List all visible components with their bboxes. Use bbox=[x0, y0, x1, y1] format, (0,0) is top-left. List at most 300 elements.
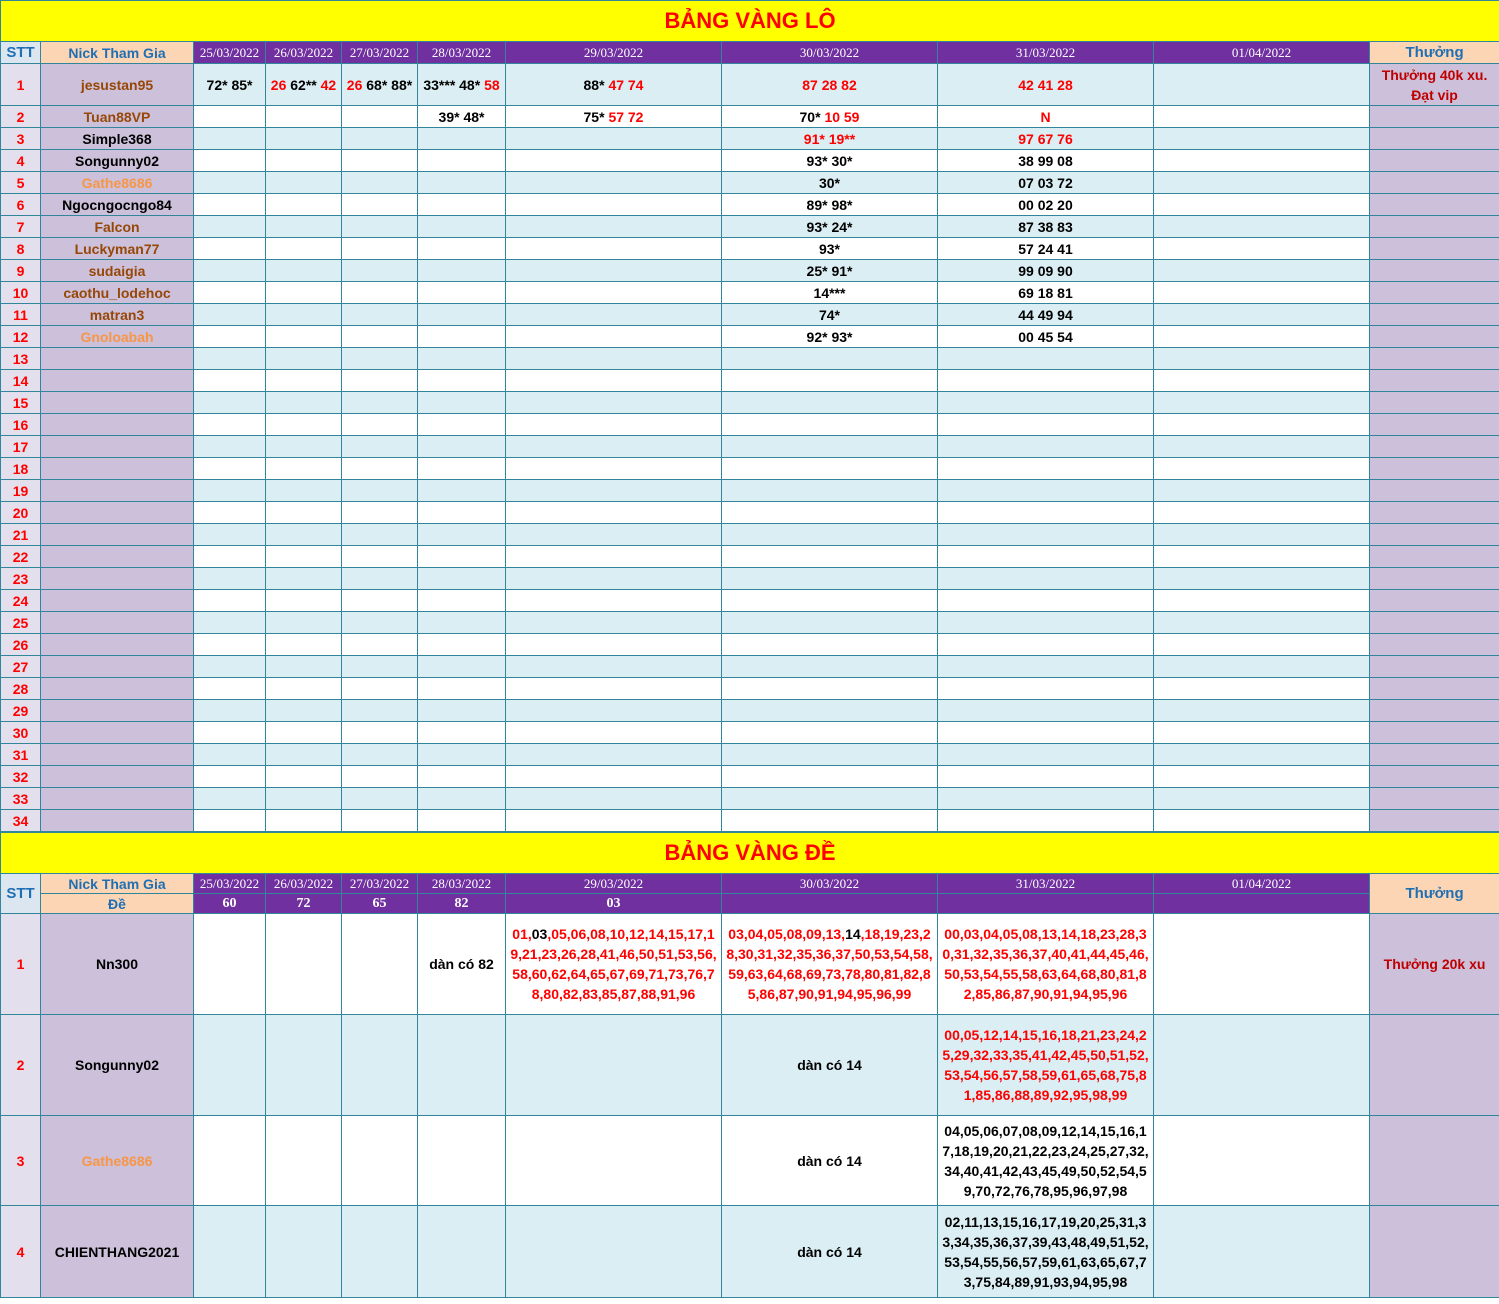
reward-cell bbox=[1370, 458, 1499, 480]
pick-cell bbox=[266, 1206, 342, 1298]
pick-cell bbox=[722, 414, 938, 436]
cell-text: 01, bbox=[512, 926, 532, 942]
cell-text: 00,05,12,14,15,16,18,21,23,24,25,29,32,33,35,41,42,45,50,51,52,53,54,56,57,58,59,61,65,68,75,81,85,86,88,89,92,95,98,99 bbox=[942, 1027, 1149, 1103]
pick-cell bbox=[506, 914, 722, 1015]
reward-cell bbox=[1370, 128, 1499, 150]
pick-cell bbox=[506, 722, 722, 744]
nick-header: Nick Tham Gia bbox=[41, 42, 194, 64]
pick-cell bbox=[418, 678, 506, 700]
pick-cell bbox=[266, 370, 342, 392]
pick-cell bbox=[722, 480, 938, 502]
cell-text: 33*** 48* bbox=[423, 76, 485, 93]
reward-cell bbox=[1370, 370, 1499, 392]
pick-cell bbox=[722, 326, 938, 348]
row-number: 33 bbox=[1, 788, 41, 810]
pick-cell bbox=[418, 568, 506, 590]
pick-cell bbox=[722, 502, 938, 524]
pick-cell bbox=[1154, 348, 1370, 370]
pick-cell bbox=[506, 524, 722, 546]
pick-cell bbox=[342, 260, 418, 282]
pick-cell bbox=[722, 436, 938, 458]
nick-name: Gnoloabah bbox=[41, 326, 194, 348]
row-number: 24 bbox=[1, 590, 41, 612]
table-row bbox=[1, 744, 1499, 766]
reward-cell bbox=[1370, 1015, 1499, 1116]
reward-cell bbox=[1370, 194, 1499, 216]
nick-name bbox=[41, 656, 194, 678]
pick-cell bbox=[722, 810, 938, 832]
pick-cell bbox=[1154, 788, 1370, 810]
reward-cell bbox=[1370, 216, 1499, 238]
row-number: 29 bbox=[1, 700, 41, 722]
cell-text: dàn có 82 bbox=[429, 956, 494, 972]
pick-cell bbox=[342, 128, 418, 150]
pick-cell bbox=[938, 414, 1154, 436]
pick-cell bbox=[938, 524, 1154, 546]
pick-cell bbox=[194, 810, 266, 832]
pick-cell bbox=[342, 656, 418, 678]
pick-cell bbox=[1154, 766, 1370, 788]
nick-name: Luckyman77 bbox=[41, 238, 194, 260]
pick-cell bbox=[342, 480, 418, 502]
de-title: BẢNG VÀNG ĐỀ bbox=[1, 833, 1499, 874]
date-header: 25/03/2022 bbox=[194, 42, 266, 64]
pick-cell bbox=[266, 634, 342, 656]
nick-name: Songunny02 bbox=[41, 1015, 194, 1116]
reward-cell bbox=[1370, 788, 1499, 810]
cell-text: 42 bbox=[320, 76, 337, 93]
pick-cell bbox=[506, 810, 722, 832]
pick-cell bbox=[342, 304, 418, 326]
pick-cell bbox=[506, 414, 722, 436]
pick-cell bbox=[418, 282, 506, 304]
pick-cell bbox=[722, 64, 938, 106]
cell-text: 93* bbox=[818, 240, 841, 257]
cell-text: 69 18 81 bbox=[1018, 284, 1073, 301]
pick-cell bbox=[938, 458, 1154, 480]
pick-cell bbox=[722, 1015, 938, 1116]
pick-cell bbox=[342, 914, 418, 1015]
cell-text: 93* 30* bbox=[806, 152, 853, 169]
date-header: 28/03/2022 bbox=[418, 42, 506, 64]
pick-cell bbox=[342, 788, 418, 810]
pick-cell bbox=[506, 700, 722, 722]
nick-name: Songunny02 bbox=[41, 150, 194, 172]
stt-header: STT bbox=[1, 42, 41, 64]
pick-cell bbox=[506, 568, 722, 590]
pick-cell bbox=[342, 194, 418, 216]
reward-cell bbox=[1370, 766, 1499, 788]
table-row bbox=[1, 172, 1499, 194]
pick-cell bbox=[342, 392, 418, 414]
pick-cell bbox=[342, 590, 418, 612]
pick-cell bbox=[194, 370, 266, 392]
table-row bbox=[1, 1015, 1499, 1116]
pick-cell bbox=[1154, 216, 1370, 238]
nick-name bbox=[41, 678, 194, 700]
pick-cell bbox=[418, 106, 506, 128]
nick-name bbox=[41, 348, 194, 370]
nick-name: Simple368 bbox=[41, 128, 194, 150]
pick-cell bbox=[1154, 128, 1370, 150]
row-number: 6 bbox=[1, 194, 41, 216]
table-row bbox=[1, 106, 1499, 128]
pick-cell bbox=[506, 348, 722, 370]
pick-cell bbox=[194, 194, 266, 216]
pick-cell bbox=[1154, 326, 1370, 348]
pick-cell bbox=[266, 502, 342, 524]
pick-cell bbox=[722, 348, 938, 370]
pick-cell bbox=[418, 414, 506, 436]
nick-name: Tuan88VP bbox=[41, 106, 194, 128]
cell-text: 62** bbox=[286, 76, 321, 93]
pick-cell bbox=[266, 810, 342, 832]
pick-cell bbox=[266, 612, 342, 634]
table-row bbox=[1, 326, 1499, 348]
cell-text: 14*** bbox=[813, 284, 846, 301]
lo-title: BẢNG VÀNG LÔ bbox=[1, 1, 1499, 42]
reward-cell bbox=[1370, 612, 1499, 634]
table-row bbox=[1, 260, 1499, 282]
pick-cell bbox=[722, 106, 938, 128]
pick-cell bbox=[266, 524, 342, 546]
row-number: 3 bbox=[1, 128, 41, 150]
nick-name bbox=[41, 788, 194, 810]
pick-cell bbox=[722, 370, 938, 392]
table-row bbox=[1, 282, 1499, 304]
row-number: 12 bbox=[1, 326, 41, 348]
pick-cell bbox=[506, 656, 722, 678]
pick-cell bbox=[1154, 304, 1370, 326]
pick-cell bbox=[722, 678, 938, 700]
row-number: 7 bbox=[1, 216, 41, 238]
pick-cell bbox=[418, 788, 506, 810]
date-header: 29/03/2022 bbox=[506, 42, 722, 64]
cell-text: dàn có 14 bbox=[797, 1057, 862, 1073]
pick-cell bbox=[342, 436, 418, 458]
table-row bbox=[1, 612, 1499, 634]
pick-cell bbox=[722, 1116, 938, 1206]
de-result bbox=[722, 894, 938, 914]
date-header: 30/03/2022 bbox=[722, 874, 938, 894]
pick-cell bbox=[266, 282, 342, 304]
row-number: 18 bbox=[1, 458, 41, 480]
pick-cell bbox=[266, 914, 342, 1015]
pick-cell bbox=[938, 722, 1154, 744]
reward-cell bbox=[1370, 260, 1499, 282]
table-row bbox=[1, 1116, 1499, 1206]
pick-cell bbox=[266, 436, 342, 458]
row-number: 20 bbox=[1, 502, 41, 524]
pick-cell bbox=[418, 238, 506, 260]
pick-cell bbox=[266, 150, 342, 172]
pick-cell bbox=[266, 722, 342, 744]
table-row bbox=[1, 128, 1499, 150]
date-header: 01/04/2022 bbox=[1154, 874, 1370, 894]
de-header-row bbox=[1, 874, 1499, 894]
cell-text: 57 72 bbox=[608, 108, 644, 125]
pick-cell bbox=[1154, 700, 1370, 722]
reward-cell: Thưởng 40k xu. Đạt vip bbox=[1370, 64, 1499, 106]
cell-text: 87 38 83 bbox=[1018, 218, 1073, 235]
cell-text: 75* bbox=[583, 108, 609, 125]
pick-cell bbox=[418, 480, 506, 502]
pick-cell bbox=[194, 304, 266, 326]
pick-cell bbox=[506, 64, 722, 106]
pick-cell bbox=[938, 216, 1154, 238]
pick-cell bbox=[722, 1206, 938, 1298]
pick-cell bbox=[418, 744, 506, 766]
table-row bbox=[1, 546, 1499, 568]
table-row bbox=[1, 524, 1499, 546]
pick-cell bbox=[194, 546, 266, 568]
reward-cell bbox=[1370, 502, 1499, 524]
pick-cell bbox=[506, 480, 722, 502]
table-row bbox=[1, 194, 1499, 216]
nick-name bbox=[41, 568, 194, 590]
cell-text: 14 bbox=[845, 926, 861, 942]
row-number: 31 bbox=[1, 744, 41, 766]
pick-cell bbox=[418, 590, 506, 612]
pick-cell bbox=[342, 744, 418, 766]
reward-cell bbox=[1370, 282, 1499, 304]
pick-cell bbox=[938, 238, 1154, 260]
table-row bbox=[1, 700, 1499, 722]
nick-name bbox=[41, 480, 194, 502]
row-number: 14 bbox=[1, 370, 41, 392]
cell-text: N bbox=[1040, 108, 1051, 125]
reward-cell bbox=[1370, 678, 1499, 700]
table-row bbox=[1, 392, 1499, 414]
table-row bbox=[1, 216, 1499, 238]
pick-cell bbox=[194, 392, 266, 414]
pick-cell bbox=[418, 1116, 506, 1206]
reward-cell bbox=[1370, 744, 1499, 766]
cell-text: 00 45 54 bbox=[1018, 328, 1073, 345]
pick-cell bbox=[266, 1116, 342, 1206]
cell-text: 92* 93* bbox=[806, 328, 853, 345]
pick-cell bbox=[418, 1206, 506, 1298]
nick-name bbox=[41, 810, 194, 832]
row-number: 25 bbox=[1, 612, 41, 634]
cell-text: 72* 85* bbox=[206, 76, 253, 93]
pick-cell bbox=[342, 172, 418, 194]
pick-cell bbox=[418, 150, 506, 172]
pick-cell bbox=[418, 766, 506, 788]
pick-cell bbox=[342, 238, 418, 260]
pick-cell bbox=[342, 612, 418, 634]
pick-cell bbox=[506, 436, 722, 458]
cell-text: 03,04,05,08,09,13, bbox=[728, 926, 846, 942]
pick-cell bbox=[342, 348, 418, 370]
pick-cell bbox=[938, 502, 1154, 524]
cell-text: 97 67 76 bbox=[1018, 130, 1073, 147]
table-row bbox=[1, 348, 1499, 370]
pick-cell bbox=[722, 914, 938, 1015]
pick-cell bbox=[506, 172, 722, 194]
date-header: 01/04/2022 bbox=[1154, 42, 1370, 64]
row-number: 30 bbox=[1, 722, 41, 744]
table-row bbox=[1, 766, 1499, 788]
nick-name: sudaigia bbox=[41, 260, 194, 282]
pick-cell bbox=[342, 458, 418, 480]
pick-cell bbox=[722, 392, 938, 414]
pick-cell bbox=[194, 282, 266, 304]
pick-cell bbox=[342, 216, 418, 238]
pick-cell bbox=[938, 788, 1154, 810]
pick-cell bbox=[194, 436, 266, 458]
pick-cell bbox=[342, 150, 418, 172]
pick-cell bbox=[1154, 612, 1370, 634]
pick-cell bbox=[938, 436, 1154, 458]
row-number: 2 bbox=[1, 1015, 41, 1116]
table-row bbox=[1, 458, 1499, 480]
cell-text: 57 24 41 bbox=[1018, 240, 1073, 257]
reward-cell bbox=[1370, 172, 1499, 194]
pick-cell bbox=[506, 1015, 722, 1116]
reward-cell bbox=[1370, 480, 1499, 502]
reward-cell bbox=[1370, 810, 1499, 832]
nick-name bbox=[41, 766, 194, 788]
pick-cell bbox=[1154, 1206, 1370, 1298]
pick-cell bbox=[722, 282, 938, 304]
pick-cell bbox=[194, 700, 266, 722]
pick-cell bbox=[266, 216, 342, 238]
pick-cell bbox=[342, 1206, 418, 1298]
date-header: 25/03/2022 bbox=[194, 874, 266, 894]
pick-cell bbox=[266, 304, 342, 326]
cell-text: 93* 24* bbox=[806, 218, 853, 235]
pick-cell bbox=[938, 260, 1154, 282]
pick-cell bbox=[1154, 106, 1370, 128]
pick-cell bbox=[418, 326, 506, 348]
pick-cell bbox=[722, 216, 938, 238]
pick-cell bbox=[1154, 524, 1370, 546]
pick-cell bbox=[938, 128, 1154, 150]
pick-cell bbox=[194, 64, 266, 106]
de-result-row bbox=[1, 894, 1499, 914]
pick-cell bbox=[722, 744, 938, 766]
table-row bbox=[1, 370, 1499, 392]
cell-text: 26 bbox=[270, 76, 287, 93]
row-number: 19 bbox=[1, 480, 41, 502]
pick-cell bbox=[194, 634, 266, 656]
table-row bbox=[1, 590, 1499, 612]
date-header: 26/03/2022 bbox=[266, 874, 342, 894]
pick-cell bbox=[342, 64, 418, 106]
pick-cell bbox=[194, 480, 266, 502]
row-number: 10 bbox=[1, 282, 41, 304]
pick-cell bbox=[418, 700, 506, 722]
pick-cell bbox=[342, 634, 418, 656]
nick-name bbox=[41, 392, 194, 414]
pick-cell bbox=[266, 766, 342, 788]
pick-cell bbox=[194, 326, 266, 348]
pick-cell bbox=[418, 634, 506, 656]
pick-cell bbox=[342, 282, 418, 304]
pick-cell bbox=[506, 370, 722, 392]
nick-name: Falcon bbox=[41, 216, 194, 238]
pick-cell bbox=[418, 216, 506, 238]
row-number: 5 bbox=[1, 172, 41, 194]
pick-cell bbox=[1154, 392, 1370, 414]
cell-text: dàn có 14 bbox=[797, 1152, 862, 1169]
reward-header: Thưởng bbox=[1370, 874, 1499, 914]
pick-cell bbox=[266, 392, 342, 414]
pick-cell bbox=[938, 1206, 1154, 1298]
pick-cell bbox=[194, 128, 266, 150]
row-number: 34 bbox=[1, 810, 41, 832]
pick-cell bbox=[1154, 150, 1370, 172]
cell-text: 44 49 94 bbox=[1018, 306, 1073, 323]
pick-cell bbox=[266, 348, 342, 370]
table-row bbox=[1, 810, 1499, 832]
pick-cell bbox=[418, 370, 506, 392]
pick-cell bbox=[506, 634, 722, 656]
pick-cell bbox=[1154, 1015, 1370, 1116]
pick-cell bbox=[342, 370, 418, 392]
pick-cell bbox=[506, 194, 722, 216]
cell-text: 00,03,04,05,08,13,14,18,23,28,30,31,32,35,36,37,40,41,44,45,46,50,53,54,55,58,63,64,68,80,81,82,85,86,87,90,91,94,95,96 bbox=[942, 926, 1149, 1002]
row-number: 23 bbox=[1, 568, 41, 590]
pick-cell bbox=[722, 524, 938, 546]
pick-cell bbox=[194, 502, 266, 524]
pick-cell bbox=[722, 634, 938, 656]
pick-cell bbox=[266, 590, 342, 612]
nick-name: Gathe8686 bbox=[41, 172, 194, 194]
cell-text: 88* bbox=[583, 76, 609, 93]
reward-cell bbox=[1370, 150, 1499, 172]
pick-cell bbox=[506, 744, 722, 766]
nick-name bbox=[41, 744, 194, 766]
pick-cell bbox=[342, 766, 418, 788]
pick-cell bbox=[1154, 260, 1370, 282]
pick-cell bbox=[266, 260, 342, 282]
reward-cell: Thưởng 20k xu bbox=[1370, 914, 1499, 1015]
nick-name bbox=[41, 414, 194, 436]
table-row bbox=[1, 568, 1499, 590]
reward-cell bbox=[1370, 1116, 1499, 1206]
pick-cell bbox=[194, 216, 266, 238]
pick-cell bbox=[342, 546, 418, 568]
pick-cell bbox=[506, 590, 722, 612]
pick-cell bbox=[194, 1116, 266, 1206]
reward-cell bbox=[1370, 700, 1499, 722]
nick-name: caothu_lodehoc bbox=[41, 282, 194, 304]
date-header: 26/03/2022 bbox=[266, 42, 342, 64]
nick-name: Gathe8686 bbox=[41, 1116, 194, 1206]
pick-cell bbox=[418, 502, 506, 524]
reward-cell bbox=[1370, 722, 1499, 744]
pick-cell bbox=[342, 414, 418, 436]
row-number: 4 bbox=[1, 1206, 41, 1298]
pick-cell bbox=[194, 788, 266, 810]
cell-text: ,05,06,08,10,12,14,15,17,19,21,23,26,28,41,46,50,51,53,56,58,60,62,64,65,67,69,71,73,76,78,80,82,83,85,87,88,91,96 bbox=[510, 926, 717, 1002]
pick-cell bbox=[1154, 634, 1370, 656]
table-row bbox=[1, 150, 1499, 172]
row-number: 21 bbox=[1, 524, 41, 546]
date-header: 28/03/2022 bbox=[418, 874, 506, 894]
date-header: 30/03/2022 bbox=[722, 42, 938, 64]
nick-name bbox=[41, 634, 194, 656]
reward-cell bbox=[1370, 656, 1499, 678]
pick-cell bbox=[938, 810, 1154, 832]
pick-cell bbox=[266, 788, 342, 810]
nick-name: matran3 bbox=[41, 304, 194, 326]
de-result: 72 bbox=[266, 894, 342, 914]
nick-name: CHIENTHANG2021 bbox=[41, 1206, 194, 1298]
pick-cell bbox=[342, 1116, 418, 1206]
